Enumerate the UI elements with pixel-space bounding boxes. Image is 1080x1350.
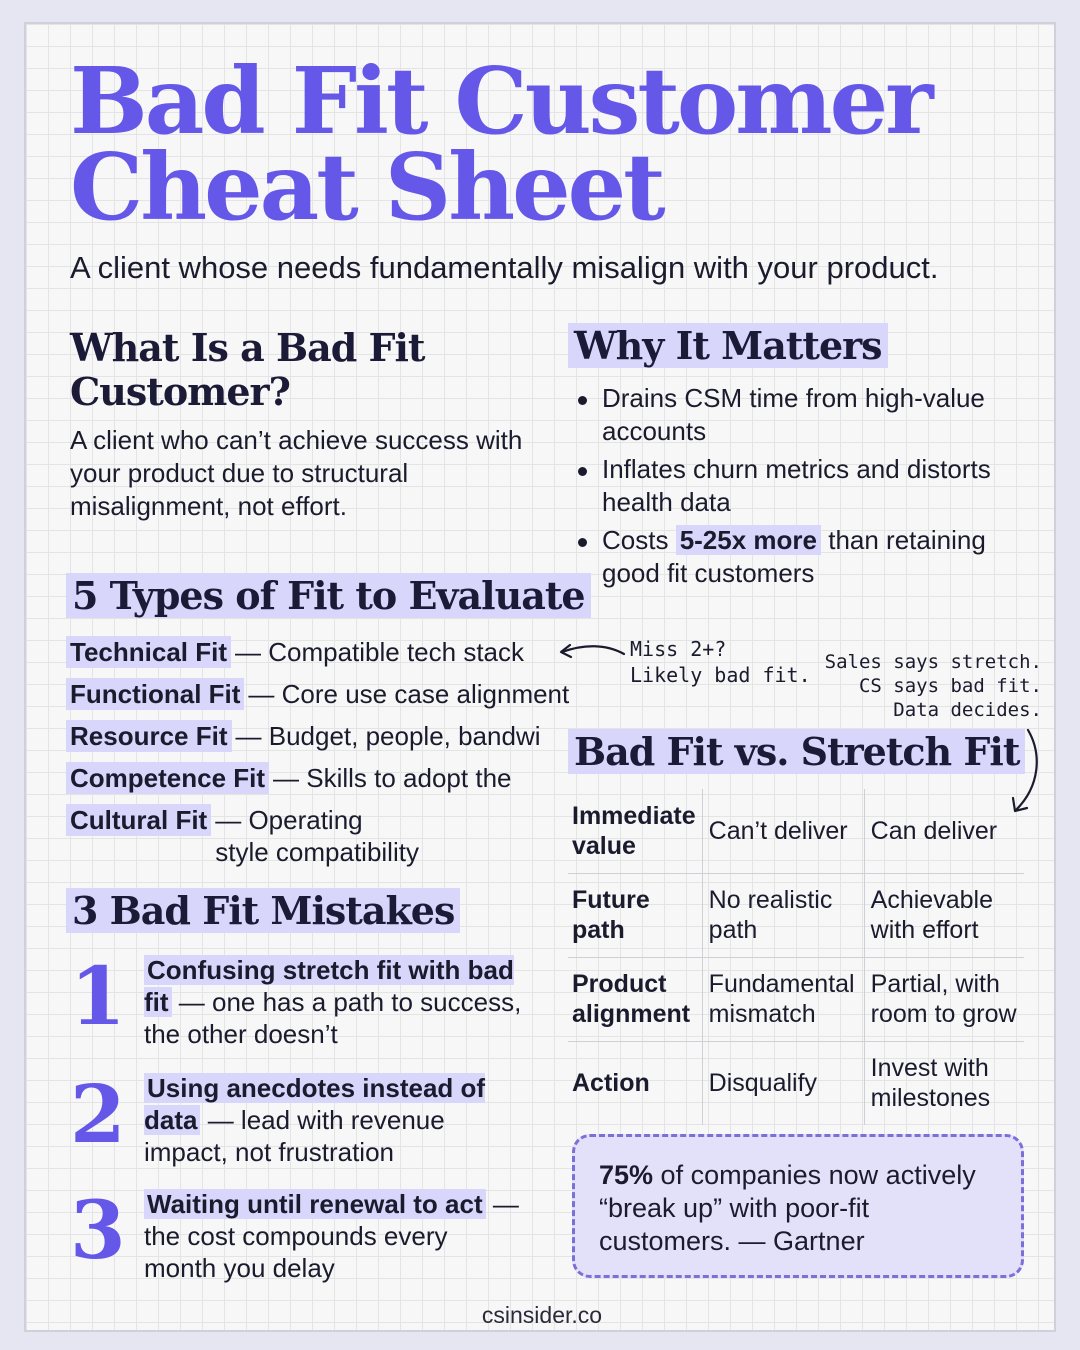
title-line-1: Bad Fit Customer <box>70 47 931 155</box>
table-row <box>568 873 1024 957</box>
stretch-fit-cell: Invest with milestones <box>864 1041 1024 1125</box>
stretch-fit-cell: Can deliver <box>864 789 1024 873</box>
mistake-item <box>70 1067 540 1168</box>
mistake-item <box>70 949 540 1050</box>
bad-fit-cell: Can’t deliver <box>702 789 864 873</box>
miss-note-line: Likely bad fit. <box>630 663 811 687</box>
why-item-text: than retaining good fit customers <box>602 525 986 588</box>
footer-url[interactable]: csinsider.co <box>481 1302 603 1328</box>
what-is-body: A client who can’t achieve success with your product due to structural misalignment, not effort. <box>70 425 523 521</box>
mistake-text <box>144 1072 524 1168</box>
comparison-heading <box>568 730 1025 774</box>
mistakes-heading <box>66 889 460 933</box>
fit-type-desc: — Budget, people, bandwi <box>235 721 541 751</box>
mistake-number: 2 <box>70 1067 126 1161</box>
mistake-bold: Using anecdotes instead of data <box>144 1073 486 1135</box>
mistake-rest: — one has a path to success, the other doesn’t <box>144 987 522 1049</box>
fit-type-row <box>66 720 586 752</box>
why-item: Drains CSM time from high-value accounts <box>574 382 1044 448</box>
mistake-bold: Waiting until renewal to act <box>144 1189 486 1219</box>
gartner-stat-callout <box>572 1134 1024 1278</box>
fit-type-row <box>66 636 586 668</box>
fit-type-row <box>66 804 586 868</box>
fit-type-row <box>66 762 586 794</box>
table-row <box>568 957 1024 1041</box>
mistake-number: 1 <box>70 949 126 1043</box>
mistake-bold: Confusing stretch fit with bad fit <box>144 955 514 1017</box>
mistake-number: 3 <box>70 1183 126 1277</box>
mistake-rest: — the cost compounds every month you delay <box>144 1189 519 1283</box>
fit-type-desc: — Operating style compatibility <box>215 805 419 867</box>
table-row <box>568 1041 1024 1125</box>
miss-note <box>630 636 811 688</box>
mistake-rest: — lead with revenue impact, not frustration <box>144 1105 445 1167</box>
page-subtitle: A client whose needs fundamentally misalign with your product. <box>70 250 939 285</box>
row-label: Future path <box>568 873 702 957</box>
sales-note-line: Data decides. <box>893 699 1042 721</box>
stretch-fit-cell: Achievable with effort <box>864 873 1024 957</box>
fit-type-desc: — Skills to adopt the <box>273 763 512 793</box>
comparison-heading-text: Bad Fit vs. Stretch Fit <box>568 729 1025 774</box>
row-label: Action <box>572 1069 650 1098</box>
mistake-text <box>144 954 524 1050</box>
stat-text: of companies now actively “break up” with poor-fit customers. — Gartner <box>599 1160 976 1256</box>
fit-type-row <box>66 678 586 710</box>
mistake-item <box>70 1183 540 1284</box>
title-line-2: Cheat Sheet <box>70 133 663 241</box>
bad-fit-cell: Fundamental mismatch <box>702 957 864 1041</box>
why-heading <box>568 324 888 368</box>
curved-arrow-left-icon <box>556 642 626 662</box>
sales-note <box>806 650 1042 722</box>
stretch-fit-cell: Partial, with room to grow <box>864 957 1024 1041</box>
miss-note-line: Miss 2+? <box>630 637 727 661</box>
fit-type-name: Resource Fit <box>66 720 232 752</box>
why-list <box>574 382 1044 595</box>
why-item <box>574 524 1044 590</box>
why-heading-text: Why It Matters <box>568 323 888 368</box>
fit-type-desc: — Core use case alignment <box>248 679 570 709</box>
row-label: Product alignment <box>568 957 702 1041</box>
types-list <box>66 636 586 878</box>
bad-fit-cell: Disqualify <box>702 1041 864 1125</box>
stat-number: 75% <box>599 1160 654 1190</box>
why-item-highlight: 5-25x more <box>676 525 821 555</box>
types-heading-text: 5 Types of Fit to Evaluate <box>66 573 591 618</box>
fit-type-name: Functional Fit <box>66 678 244 710</box>
bad-fit-cell: No realistic path <box>702 873 864 957</box>
fit-type-name: Competence Fit <box>66 762 269 794</box>
cheat-sheet-page <box>24 22 1056 1332</box>
fit-type-name: Technical Fit <box>66 636 231 668</box>
comparison-table <box>568 789 1024 1125</box>
types-heading <box>66 574 591 618</box>
table-row <box>568 789 1024 873</box>
row-label: Immediate value <box>568 789 702 873</box>
why-item: Inflates churn metrics and distorts health data <box>574 453 1044 519</box>
sales-note-line: CS says bad fit. <box>858 675 1042 697</box>
mistake-text <box>144 1188 524 1284</box>
fit-type-desc: — Compatible tech stack <box>235 637 525 667</box>
why-item-text: Costs <box>602 525 676 555</box>
fit-type-name: Cultural Fit <box>66 804 211 836</box>
what-is-heading: What Is a Bad Fit Customer? <box>70 325 425 414</box>
page-title <box>70 47 1050 241</box>
sales-note-line: Sales says stretch. <box>824 651 1042 673</box>
mistakes-heading-text: 3 Bad Fit Mistakes <box>66 888 460 933</box>
